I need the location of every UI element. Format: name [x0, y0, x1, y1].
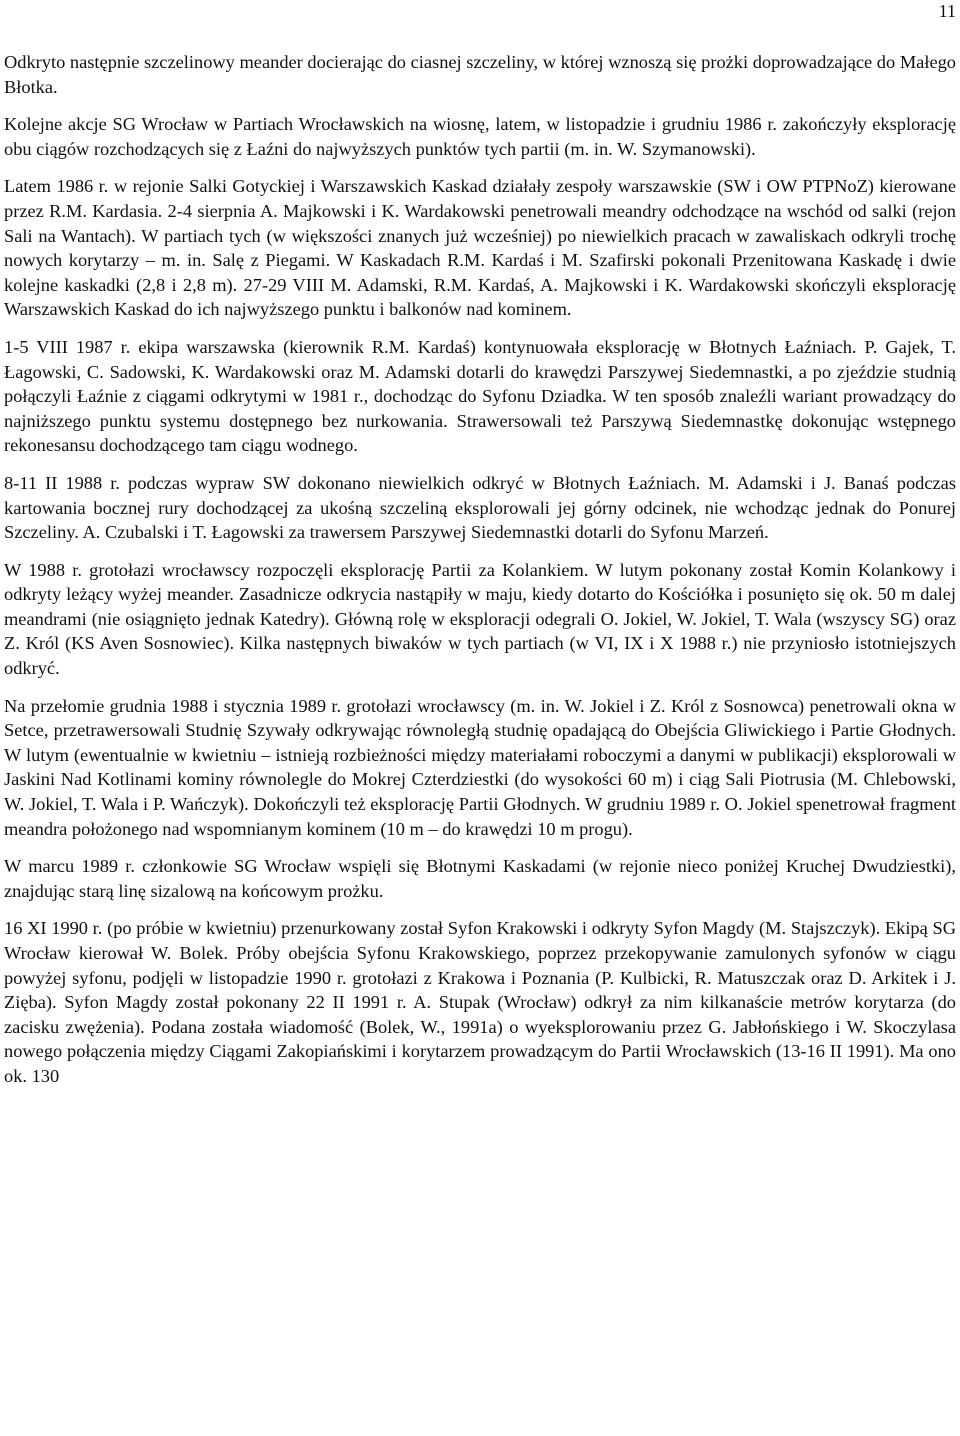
paragraph: Latem 1986 r. w rejonie Salki Gotyckiej i Warszawskich Kaskad działały zespoły warszawskie (SW i OW PTPNoZ) kierowane przez R.M. Kardasia. 2-4 sierpnia A. Majkowski i K. Wardakowski penetrowali meandry odchodzące na wschód od salki (rejon Sali na Wantach). W partiach tych (w większości znanych już wcześniej) po niewielkich pracach w zawaliskach odkryli trochę nowych korytarzy – m. in. Salę z Piegami. W Kaskadach R.M. Kardaś i M. Szafirski pokonali Przenitowana Kaskadę i dwie kolejne kaskadki (2,8 i 2,8 m). 27-29 VIII M. Adamski, R.M. Kardaś, A. Majkowski i K. Wardakowski skończyli eksplorację Warszawskich Kaskad do ich najwyższego punktu i balkonów nad kominem. — [4, 176, 956, 320]
paragraph: Kolejne akcje SG Wrocław w Partiach Wrocławskich na wiosnę, latem, w listopadzie i grudniu 1986 r. zakończyły eksplorację obu ciągów rozchodzących się z Łaźni do najwyższych punktów tych partii (m. in. W. Szymanowski). — [4, 114, 956, 159]
paragraph: 1-5 VIII 1987 r. ekipa warszawska (kierownik R.M. Kardaś) kontynuowała eksplorację w Błotnych Łaźniach. P. Gajek, T. Łagowski, C. Sadowski, K. Wardakowski oraz M. Adamski dotarli do krawędzi Parszywej Siedemnastki, a po zjeździe studnią połączyli Łaźnie z ciągami odkrytymi w 1981 r., dochodząc do Syfonu Dziadka. W ten sposób znaleźli wariant prowadzący do najniższego punktu systemu dostępnego bez nurkowania. Strawersowali też Parszywą Siedemnastkę dokonując wstępnego rekonesansu dochodzącego tam ciągu wodnego. — [4, 336, 956, 456]
paragraph: Na przełomie grudnia 1988 i stycznia 1989 r. grotołazi wrocławscy (m. in. W. Jokiel i Z. Król z Sosnowca) penetrowali okna w Setce, przetrawersowali Studnię Szywały odkrywając równoległą studnię opadającą do Obejścia Gliwickiego i Partie Głodnych. W lutym (ewentualnie w kwietniu – istnieją rozbieżności między materiałami roboczymi a danymi w publikacji) eksplorowali w Jaskini Nad Kotlinami kominy równolegle do Mokrej Czterdziestki (do wysokości 60 m) i ciąg Sali Piotrusia (M. Chlebowski, W. Jokiel, T. Wala i P. Wańczyk). Dokończyli też eksplorację Partii Głodnych. W grudniu 1989 r. O. Jokiel spenetrował fragment meandra położonego nad wspomnianym kominem (10 m – do krawędzi 10 m progu). — [4, 695, 956, 839]
body-text — [4, 50, 956, 1102]
page-number: 11 — [938, 1, 956, 21]
paragraph: Odkryto następnie szczelinowy meander docierając do ciasnej szczeliny, w której wznoszą się prożki doprowadzające do Małego Błotka. — [4, 52, 956, 97]
paragraph: W 1988 r. grotołazi wrocławscy rozpoczęli eksplorację Partii za Kolankiem. W lutym pokonany został Komin Kolankowy i odkryty leżący wyżej meander. Zasadnicze odkrycia nastąpiły w maju, kiedy dotarto do Kościółka i posunięto się ok. 50 m dalej meandrami (nie osiągnięto jednak Katedry). Główną rolę w eksploracji odegrali O. Jokiel, W. Jokiel, T. Wala (wszyscy SG) oraz Z. Król (KS Aven Sosnowiec). Kilka następnych biwaków w tych partiach (w VI, IX i X 1988 r.) nie przyniosło istotniejszych odkryć. — [4, 559, 956, 679]
paragraph: 8-11 II 1988 r. podczas wypraw SW dokonano niewielkich odkryć w Błotnych Łaźniach. M. Adamski i J. Banaś podczas kartowania bocznej rury dochodzącej za ukośną szczeliną eksplorowali jej górny odcinek, nie wchodząc jednak do Ponurej Szczeliny. A. Czubalski i T. Łagowski za trawersem Parszywej Siedemnastki dotarli do Syfonu Marzeń. — [4, 472, 956, 543]
paragraph: W marcu 1989 r. członkowie SG Wrocław wspięli się Błotnymi Kaskadami (w rejonie nieco poniżej Kruchej Dwudziestki), znajdując starą linę sizalową na końcowym prożku. — [4, 856, 956, 901]
paragraph: 16 XI 1990 r. (po próbie w kwietniu) przenurkowany został Syfon Krakowski i odkryty Syfon Magdy (M. Stajszczyk). Ekipą SG Wrocław kierował W. Bolek. Próby obejścia Syfonu Krakowskiego, poprzez przekopywanie zamulonych syfonów w ciągu powyżej syfonu, podjęli w listopadzie 1990 r. grotołazi z Krakowa i Poznania (P. Kulbicki, R. Matuszczak oraz D. Arkitek i J. Zięba). Syfon Magdy został pokonany 22 II 1991 r. A. Stupak (Wrocław) odkrył za nim kilkanaście metrów korytarza (do zacisku zwężenia). Podana została wiadomość (Bolek, W., 1991a) o wyeksplorowaniu przez G. Jabłońskiego i W. Skoczylasa nowego połączenia między Ciągami Zakopiańskimi i korytarzem prowadzącym do Partii Wrocławskich (13-16 II 1991). Ma ono ok. 130 — [4, 918, 956, 1086]
